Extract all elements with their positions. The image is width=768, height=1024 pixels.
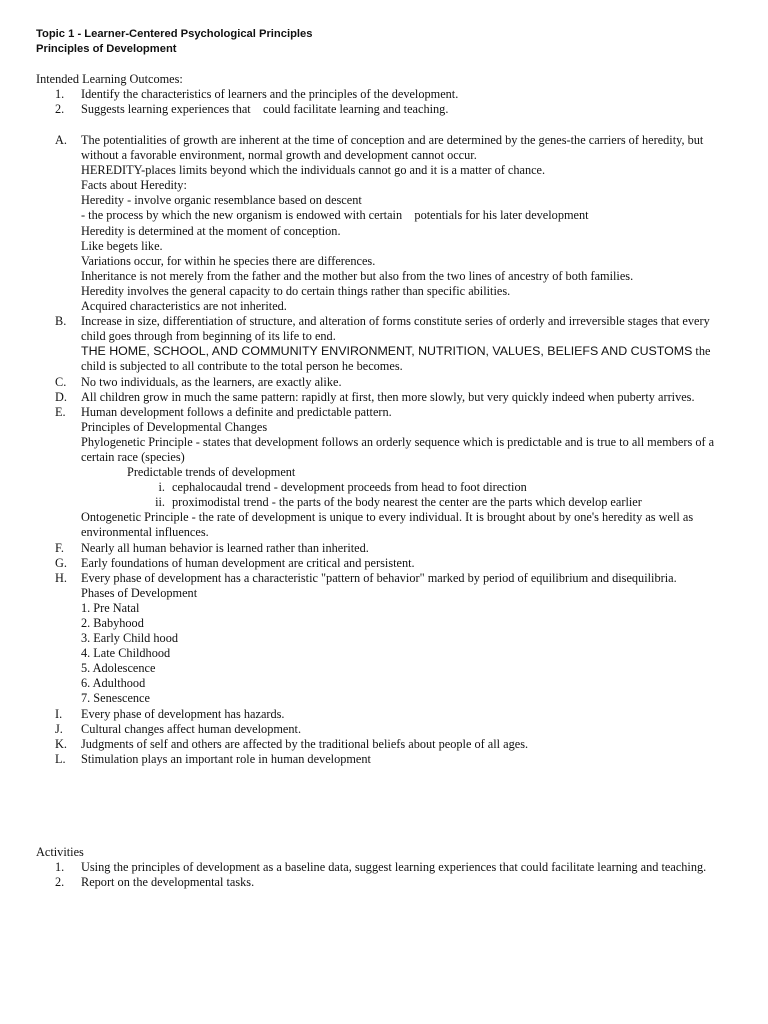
outcomes-heading: Intended Learning Outcomes: (36, 72, 183, 86)
principle-h (55, 571, 735, 707)
roman-marker: i. (158, 480, 165, 495)
principle-text: Heredity is determined at the moment of conception. (81, 223, 341, 238)
list-item (55, 87, 735, 102)
principles-list (55, 133, 735, 767)
caps-phrase: THE HOME, SCHOOL, AND COMMUNITY ENVIRONMENT, NUTRITION, VALUES, BELIEFS AND CUSTOMS (81, 344, 693, 359)
list-marker: K. (55, 736, 67, 751)
list-marker: D. (55, 389, 67, 404)
phase-item: 7. Senescence (81, 691, 150, 706)
principle-text: - the process by which the new organism is endowed with certain potentials for his later development (81, 208, 589, 223)
activities-list (55, 860, 735, 890)
principle-text: Cultural changes affect human development. (81, 721, 302, 736)
list-item (55, 102, 735, 117)
trend-item (81, 480, 735, 495)
list-item-text: Suggests learning experiences that could facilitate learning and teaching. (81, 102, 449, 117)
list-marker: F. (55, 540, 64, 555)
trend-text: proximodistal trend - the parts of the body nearest the center are the parts which develop earlier (172, 495, 642, 510)
principle-a (55, 133, 735, 314)
list-marker: 1. (55, 860, 65, 874)
principle-text: Inheritance is not merely from the father and the mother but also from the two lines of ancestry of both families. (81, 268, 634, 283)
list-item-text: Report on the developmental tasks. (81, 875, 255, 890)
principle-text: Facts about Heredity: (81, 178, 187, 193)
principle-text: Phylogenetic Principle - states that development follows an orderly sequence which is predictable and is true to all members of a certain race (species) (81, 434, 715, 464)
principle-k (55, 737, 735, 752)
principle-text: Predictable trends of development (127, 465, 296, 480)
principle-e (55, 405, 735, 541)
subtopic-title: Principles of Development (36, 43, 177, 55)
principle-text (81, 344, 735, 374)
phase-item: 5. Adolescence (81, 661, 156, 676)
principle-text: No two individuals, as the learners, are exactly alike. (81, 374, 342, 389)
principle-f (55, 541, 735, 556)
principle-text: Ontogenetic Principle - the rate of development is unique to every individual. It is brought about by one's heredity as well as environmental influences. (81, 510, 694, 540)
principle-text: Stimulation plays an important role in human development (81, 751, 371, 766)
phase-item: 1. Pre Natal (81, 600, 140, 615)
phase-item: 3. Early Child hood (81, 631, 179, 646)
phase-item: 6. Adulthood (81, 676, 146, 691)
principle-i (55, 707, 735, 722)
principle-text: Variations occur, for within he species there are differences. (81, 253, 376, 268)
list-marker: E. (55, 404, 66, 419)
principle-g (55, 556, 735, 571)
activities-heading: Activities (36, 845, 84, 859)
list-marker: J. (55, 721, 63, 736)
list-item (55, 860, 735, 875)
principle-text: Human development follows a definite and predictable pattern. (81, 404, 392, 419)
roman-marker: ii. (155, 495, 165, 510)
principle-text: Early foundations of human development are critical and persistent. (81, 555, 415, 570)
phase-item: 2. Babyhood (81, 616, 144, 630)
list-marker: 2. (55, 102, 65, 117)
list-marker: B. (55, 314, 67, 329)
list-marker: A. (55, 133, 67, 147)
principle-text: Nearly all human behavior is learned rather than inherited. (81, 540, 369, 555)
topic-title: Topic 1 - Learner-Centered Psychological Principles (36, 28, 313, 40)
principle-text: The potentialities of growth are inherent at the time of conception and are determined by the genes-the carriers of heredity, but without a favorable environment, normal growth and development cannot occur. (81, 133, 704, 163)
list-marker: I. (55, 706, 63, 721)
trend-item (81, 495, 735, 510)
phase-item: 4. Late Childhood (81, 646, 171, 661)
principle-text: Phases of Development (81, 585, 198, 600)
outcomes-list (55, 87, 735, 117)
list-marker: C. (55, 374, 67, 389)
trend-text: cephalocaudal trend - development proceeds from head to foot direction (172, 480, 527, 495)
principle-b (55, 314, 735, 374)
list-marker: H. (55, 570, 67, 585)
principle-text: Increase in size, differentiation of structure, and alteration of forms constitute series of orderly and irreversible stages that every child goes through from beginning of its life to end. (81, 314, 710, 344)
principle-j (55, 722, 735, 737)
principle-text: All children grow in much the same pattern: rapidly at first, then more slowly, but very quickly indeed when puberty arrives. (81, 389, 695, 404)
list-marker: G. (55, 555, 67, 570)
principle-c (55, 375, 735, 390)
list-marker: 2. (55, 875, 65, 890)
principle-text: Every phase of development has a characteristic "pattern of behavior" marked by period of equilibrium and disequilibria. (81, 570, 677, 585)
list-marker: L. (55, 751, 66, 766)
list-item (55, 875, 735, 890)
principle-text: Acquired characteristics are not inherited. (81, 299, 287, 314)
principle-l (55, 752, 735, 767)
principle-text: Like begets like. (81, 238, 163, 253)
principle-text: Principles of Developmental Changes (81, 419, 268, 434)
principle-text: Every phase of development has hazards. (81, 706, 285, 721)
principle-text: HEREDITY-places limits beyond which the individuals cannot go and it is a matter of chance. (81, 163, 546, 178)
list-marker: 1. (55, 87, 65, 101)
principle-text-rest: the child is subjected to all contribute to the total person he becomes. (81, 344, 711, 374)
principle-text: Heredity - involve organic resemblance based on descent (81, 193, 362, 208)
principle-text: Judgments of self and others are affected by the traditional beliefs about people of all ages. (81, 736, 529, 751)
principle-d (55, 390, 735, 405)
list-item-text: Using the principles of development as a baseline data, suggest learning experiences that could facilitate learning and teaching. (81, 860, 707, 874)
list-item-text: Identify the characteristics of learners and the principles of the development. (81, 87, 459, 101)
principle-text: Heredity involves the general capacity to do certain things rather than specific abilities. (81, 283, 511, 298)
